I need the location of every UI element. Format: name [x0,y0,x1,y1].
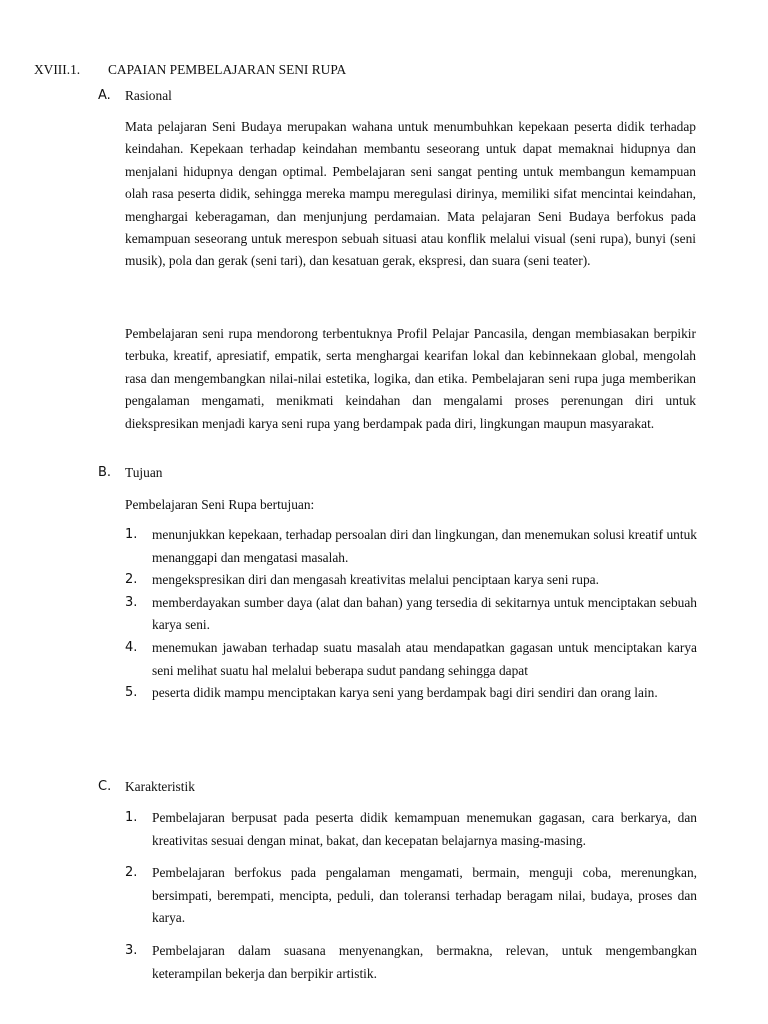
list-item [125,807,697,852]
list-item-number: 2. [125,572,138,588]
list-item-text: Pembelajaran dalam suasana menyenangkan, bermakna, relevan, untuk mengembangkan keterampilan bekerja dan berpikir artistik. [152,942,697,981]
list-item-number: 3. [125,594,138,610]
list-item [125,682,697,705]
list-item [125,592,697,637]
list-item-text: menemukan jawaban terhadap suatu masalah atau mendapatkan gagasan untuk menciptakan karya seni melihat suatu hal melalui beberapa sudut pandang sehingga dapat [152,639,697,678]
list-item [125,862,697,930]
list-item [125,940,697,985]
section-b-title: Tujuan [125,465,163,480]
karakteristik-list [125,807,697,985]
list-item [125,569,697,592]
tujuan-list [125,524,697,705]
list-item [125,524,697,569]
list-item-number: 4. [125,639,138,655]
list-item-text: menunjukkan kepekaan, terhadap persoalan diri dan lingkungan, dan menemukan solusi kreatif untuk menanggapi dan mengatasi masalah. [152,527,697,565]
list-item-text: mengekspresikan diri dan mengasah kreativitas melalui penciptaan karya seni rupa. [152,572,599,588]
chapter-title: CAPAIAN PEMBELAJARAN SENI RUPA [108,62,347,77]
list-item-text: peserta didik mampu menciptakan karya seni yang berdampak bagi diri sendiri dan orang lain. [152,685,658,701]
list-item-number: 3. [125,942,138,958]
section-c-title: Karakteristik [125,779,195,794]
rasional-paragraph-1: Mata pelajaran Seni Budaya merupakan wahana untuk menumbuhkan kepekaan peserta didik terhadap keindahan. Kepekaan terhadap keindahan membantu seseorang untuk dapat memaknai hidupnya dan menjalani hidupnya dengan optimal. Pembelajaran seni sangat penting untuk membangun kemampuan olah rasa peserta didik, sehingga mereka mampu meregulasi dirinya, memiliki sifat mencintai keindahan, menghargai keberagaman, dan menjunjung perdamaian. Mata pelajaran Seni Budaya berfokus pada kemampuan seseorang untuk merespon sebuah situasi atau konflik melalui visual (seni rupa), bunyi (seni musik), pola dan gerak (seni tari), dan kesatuan gerak, ekspresi, dan suara (seni teater). [125,119,696,269]
list-item-number: 1. [125,527,138,542]
list-item-number: 1. [125,810,138,825]
list-item-text: memberdayakan sumber daya (alat dan bahan) yang tersedia di sekitarnya untuk menciptakan sebuah karya seni. [152,594,697,633]
section-c-letter: C. [98,779,112,794]
section-a-letter: A. [98,88,111,103]
chapter-number: XVIII.1. [34,62,81,77]
list-item-number: 5. [125,685,138,701]
section-b-letter: B. [98,465,112,480]
list-item [125,637,697,682]
section-a-title: Rasional [125,88,172,103]
rasional-paragraph-2: Pembelajaran seni rupa mendorong terbentuknya Profil Pelajar Pancasila, dengan membiasakan berpikir terbuka, kreatif, apresiatif, empatik, serta menghargai kearifan lokal dan kebinnekaan global, mengolah rasa dan mengembangkan nilai-nilai estetika, logika, dan etika. Pembelajaran seni rupa juga memberikan pengalaman mengamati, menikmati keindahan dan mengalami proses perenungan diri untuk diekspresikan menjadi karya seni rupa yang berdampak pada diri, lingkungan maupun masyarakat. [125,326,696,431]
list-item-text: Pembelajaran berpusat pada peserta didik kemampuan menemukan gagasan, cara berkarya, dan kreativitas sesuai dengan minat, bakat, dan kecepatan belajarnya masing-masing. [152,810,697,848]
list-item-text: Pembelajaran berfokus pada pengalaman mengamati, bermain, menguji coba, merenungkan, bersimpati, berempati, mencipta, peduli, dan toleransi terhadap beragam nilai, budaya, proses dan karya. [152,865,697,926]
list-item-number: 2. [125,865,138,881]
tujuan-intro: Pembelajaran Seni Rupa bertujuan: [125,497,315,512]
